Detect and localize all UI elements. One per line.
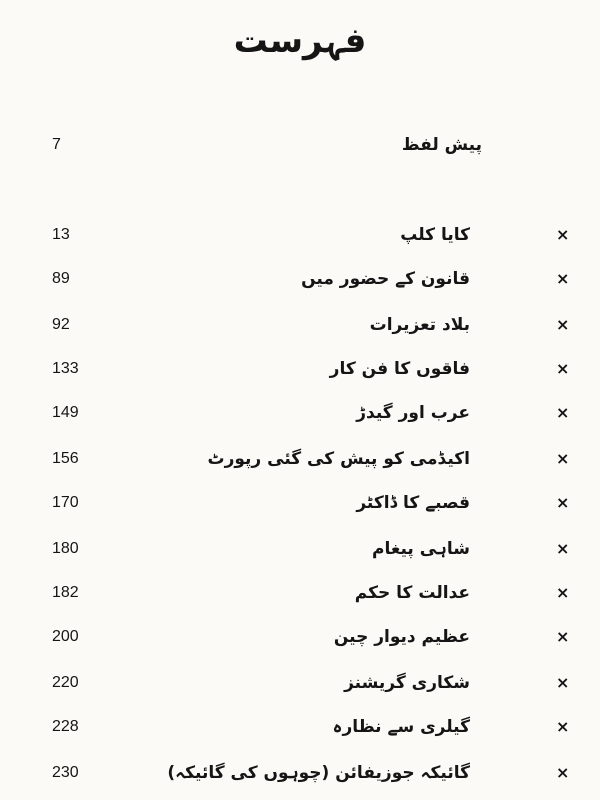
page-number: 220 <box>52 674 79 691</box>
cross-bullet-icon: × <box>556 359 570 378</box>
page-number: 182 <box>52 584 79 601</box>
page-number: 230 <box>52 764 79 781</box>
page-number: 156 <box>52 450 79 467</box>
cross-bullet-icon: × <box>556 583 570 602</box>
page-number: 149 <box>52 404 79 421</box>
entry-title: فاقوں کا فن کار <box>329 359 470 379</box>
entry-title: عدالت کا حکم <box>354 583 470 603</box>
cross-bullet-icon: × <box>556 539 570 558</box>
page-number: 89 <box>52 270 70 287</box>
toc-entry <box>0 262 600 296</box>
cross-bullet-icon: × <box>556 269 570 288</box>
page-number: 7 <box>52 136 61 153</box>
page-number: 92 <box>52 316 70 333</box>
cross-bullet-icon: × <box>556 493 570 512</box>
cross-bullet-icon: × <box>556 627 570 646</box>
toc-entry <box>0 756 600 790</box>
entry-title: عرب اور گیدڑ <box>356 403 470 423</box>
cross-bullet-icon: × <box>556 763 570 782</box>
toc-entry <box>0 308 600 342</box>
entry-title: بلاد تعزیرات <box>369 315 470 335</box>
cross-bullet-icon: × <box>556 225 570 244</box>
toc-entry <box>0 666 600 700</box>
entry-title: قانون کے حضور میں <box>301 269 470 289</box>
cross-bullet-icon: × <box>556 449 570 468</box>
entry-title: اکیڈمی کو پیش کی گئی رپورٹ <box>207 449 470 469</box>
entry-title: قصبے کا ڈاکٹر <box>356 493 470 513</box>
toc-entry <box>0 576 600 610</box>
cross-bullet-icon: × <box>556 717 570 736</box>
page-number: 180 <box>52 540 79 557</box>
toc-entry <box>0 396 600 430</box>
cross-bullet-icon: × <box>556 403 570 422</box>
entry-title: کایا کلپ <box>400 225 470 245</box>
entry-title: گیلری سے نظارہ <box>332 717 470 737</box>
page-title: فہرست <box>233 21 367 61</box>
entry-title: شکاری گریشنز <box>344 673 470 693</box>
toc-entry <box>0 352 600 386</box>
toc-entry-preface <box>0 128 600 162</box>
toc-entry <box>0 532 600 566</box>
entry-title: گائیکہ جوزیفائن (چوہوں کی گائیکہ) <box>167 763 470 783</box>
toc-entry <box>0 620 600 654</box>
toc-entry <box>0 486 600 520</box>
entry-title: شاہی پیغام <box>372 539 470 559</box>
page-number: 13 <box>52 226 70 243</box>
page-number: 133 <box>52 360 79 377</box>
cross-bullet-icon: × <box>556 673 570 692</box>
entry-title: عظیم دیوار چین <box>333 627 470 647</box>
page-number: 170 <box>52 494 79 511</box>
toc-entry <box>0 710 600 744</box>
page-number: 228 <box>52 718 79 735</box>
cross-bullet-icon: × <box>556 315 570 334</box>
toc-entry <box>0 442 600 476</box>
entry-title: پیش لفظ <box>401 135 482 155</box>
toc-entry <box>0 218 600 252</box>
page-number: 200 <box>52 628 79 645</box>
